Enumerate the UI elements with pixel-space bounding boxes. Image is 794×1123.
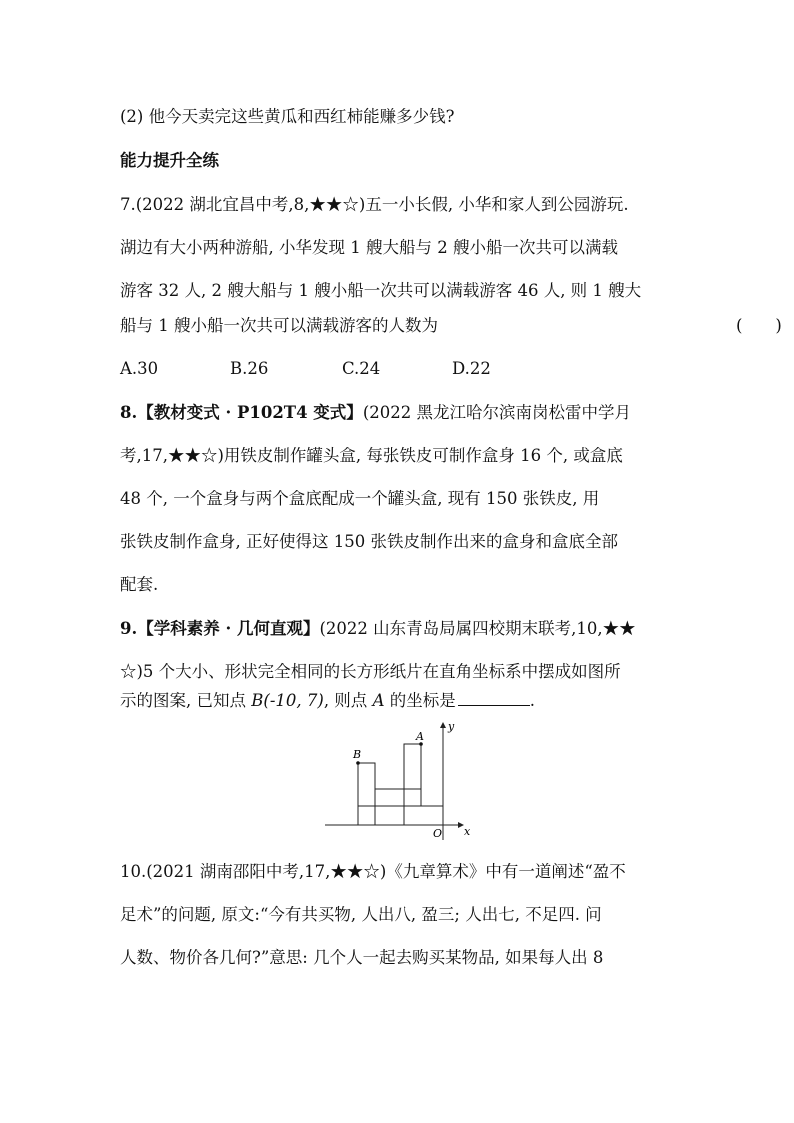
option-d: D.22 xyxy=(452,359,491,378)
q7-line-3: 游客 32 人, 2 艘大船与 1 艘小船一次共可以满载游客 46 人, 则 1 艘大 xyxy=(120,281,642,300)
q9-tag: 9.【学科素养 · 几何直观】 xyxy=(120,619,320,638)
q9-line-3-pre: 示的图案, 已知点 xyxy=(120,691,252,710)
q10-line-1: 10.(2021 湖南邵阳中考,17,★★☆)《九章算术》中有一道阐述“盈不 xyxy=(120,862,626,881)
q7-line-4-text: 船与 1 艘小船一次共可以满载游客的人数为 xyxy=(120,316,438,335)
q10-line-2: 足术”的问题, 原文:“今有共买物, 人出八, 盈三; 人出七, 不足四. 问 xyxy=(120,905,602,924)
q8-line-1-rest: (2022 黑龙江哈尔滨南岗松雷中学月 xyxy=(362,403,631,422)
label-y-axis: y xyxy=(448,720,455,733)
q8-line-3: 48 个, 一个盒身与两个盒底配成一个罐头盒, 现有 150 张铁皮, 用 xyxy=(120,489,600,508)
q9-line-3-mid: , 则点 xyxy=(323,691,373,710)
rect-left-vertical xyxy=(358,763,375,825)
rect-bottom-left xyxy=(358,806,404,825)
q9-line-1-rest: (2022 山东青岛局属四校期末联考,10,★★ xyxy=(319,619,636,638)
q9-line-3-end: . xyxy=(529,691,535,710)
q9-line-1 xyxy=(120,618,680,640)
section-title: 能力提升全练 xyxy=(120,151,219,170)
coordinate-figure xyxy=(320,718,480,847)
rect-right-vertical xyxy=(404,744,421,806)
q10-line-3: 人数、物价各几何?”意思: 几个人一起去购买某物品, 如果每人出 8 xyxy=(120,948,604,967)
option-c: C.24 xyxy=(342,359,381,378)
label-x-axis: x xyxy=(464,825,471,838)
q9-line-2: ☆)5 个大小、形状完全相同的长方形纸片在直角坐标系中摆成如图所 xyxy=(120,662,621,681)
option-b: B.26 xyxy=(230,359,269,378)
label-b: B xyxy=(353,748,362,761)
q9-line-3 xyxy=(120,690,680,712)
rect-middle-horizontal xyxy=(375,789,421,806)
q8-line-2: 考,17,★★☆)用铁皮制作罐头盒, 每张铁皮可制作盒身 16 个, 或盒底 xyxy=(120,446,623,465)
q7-line-4 xyxy=(120,315,782,337)
point-b xyxy=(356,761,360,765)
q7-line-1: 7.(2022 湖北宜昌中考,8,★★☆)五一小长假, 小华和家人到公园游玩. xyxy=(120,195,629,214)
q8-line-5: 配套. xyxy=(120,575,159,594)
q9-line-3-post: 的坐标是 xyxy=(384,691,456,710)
point-b-coord: B(-10, 7) xyxy=(251,691,324,710)
q8-line-4: 张铁皮制作盒身, 正好使得这 150 张铁皮制作出来的盒身和盒底全部 xyxy=(120,532,618,551)
q7-line-2: 湖边有大小两种游船, 小华发现 1 艘大船与 2 艘小船一次共可以满载 xyxy=(120,238,618,257)
point-a-ref: A xyxy=(372,691,385,710)
label-a: A xyxy=(416,730,424,743)
q8-tag: 8.【教材变式 · P102T4 变式】 xyxy=(120,403,363,422)
q6-part2-text: (2) 他今天卖完这些黄瓜和西红柿能赚多少钱? xyxy=(120,107,455,126)
rectangles-diagram xyxy=(320,718,480,843)
option-a: A.30 xyxy=(120,359,159,378)
label-origin: O xyxy=(433,827,443,840)
q8-line-1 xyxy=(120,402,680,424)
answer-bracket: ( ) xyxy=(736,316,782,335)
answer-blank[interactable] xyxy=(458,691,530,706)
rect-bottom-right xyxy=(404,806,443,825)
